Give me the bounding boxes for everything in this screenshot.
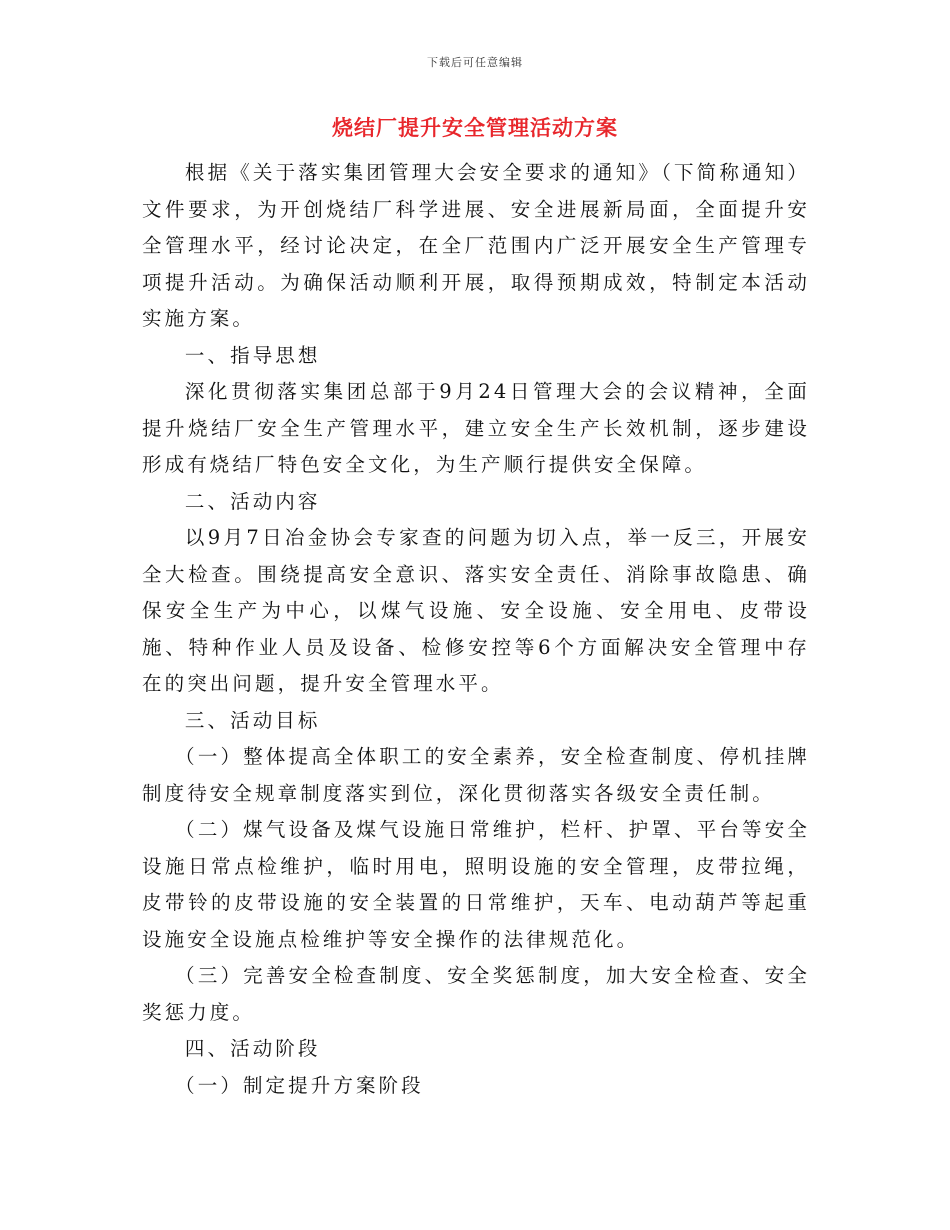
goal-item-1: （一）整体提高全体职工的安全素养，安全检查制度、停机挂牌制度待安全规章制度落实到位，深化贯彻落实各级安全责任制。 (142, 745, 810, 805)
document-title: 烧结厂提升安全管理活动方案 (332, 115, 618, 140)
stage-item-1: （一）制定提升方案阶段 (175, 1073, 424, 1097)
header-note: 下载后可任意编辑 (427, 56, 523, 69)
goal-item-3: （三）完善安全检查制度、安全奖惩制度，加大安全检查、安全奖惩力度。 (142, 964, 810, 1024)
section-heading-activity-content: 二、活动内容 (184, 489, 321, 513)
intro-paragraph: 根据《关于落实集团管理大会安全要求的通知》（下简称通知）文件要求，为开创烧结厂科学进展、安全进展新局面，全面提升安全管理水平，经讨论决定，在全厂范围内广泛开展安全生产管理专项提升活动。为确保活动顺利开展，取得预期成效，特制定本活动实施方案。 (142, 161, 810, 330)
section-heading-guiding-thought: 一、指导思想 (184, 343, 321, 367)
section-heading-activity-stages: 四、活动阶段 (184, 1037, 321, 1060)
guiding-thought-paragraph: 深化贯彻落实集团总部于9月24日管理大会的会议精神，全面提升烧结厂安全生产管理水平，建立安全生产长效机制，逐步建设形成有烧结厂特色安全文化，为生产顺行提供安全保障。 (142, 380, 810, 476)
goal-item-2: （二）煤气设备及煤气设施日常维护，栏杆、护罩、平台等安全设施日常点检维护，临时用电，照明设施的安全管理，皮带拉绳，皮带铃的皮带设施的安全装置的日常维护，天车、电动葫芦等起重设施安全设施点检维护等安全操作的法律规范化。 (142, 818, 810, 951)
section-heading-activity-goals: 三、活动目标 (184, 708, 321, 732)
activity-content-paragraph: 以9月7日冶金协会专家查的问题为切入点，举一反三，开展安全大检查。围绕提高安全意识、落实安全责任、消除事故隐患、确保安全生产为中心，以煤气设施、安全设施、安全用电、皮带设施、特种作业人员及设备、检修安控等6个方面解决安全管理中存在的突出问题，提升安全管理水平。 (142, 526, 810, 695)
document-body (142, 155, 810, 1104)
